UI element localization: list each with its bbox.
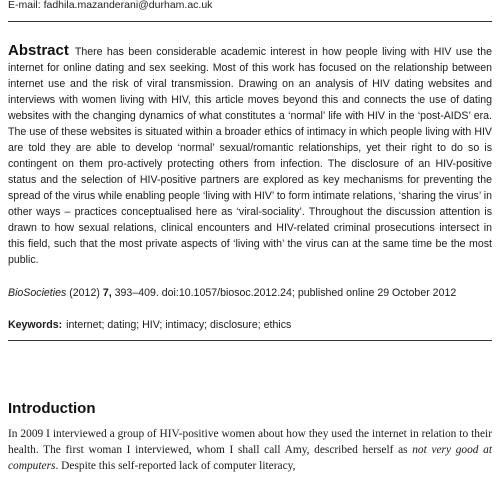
author-email: E-mail: fadhila.mazanderani@durham.ac.uk	[8, 0, 213, 11]
keywords-label: Keywords:	[8, 319, 63, 331]
abstract-section	[8, 43, 492, 268]
keywords-line	[8, 318, 492, 332]
intro-emphasis: not very good at computers	[8, 444, 492, 472]
intro-text-1: In 2009 I interviewed a group of HIV-positive women about how they used the internet in relation to their health. The first woman I interviewed, whom I shall call Amy, described herself as	[8, 428, 492, 456]
intro-text-2: . Despite this self-reported lack of computer literacy,	[55, 460, 296, 472]
abstract-body: There has been considerable academic interest in how people living with HIV use the internet for online dating and sex seeking. Most of this work has focused on the relationship between internet use and the risk of viral transmission. Drawing on an analysis of HIV dating websites and interviews with women living with HIV, this article moves beyond this and connects the use of dating websites with the changing dynamics of what constitutes a ‘normal’ life with HIV in the ‘post-AIDS’ era. The use of these websites is situated within a broader ethics of intimacy in which people living with HIV are told they are able to develop ‘normal’ sexual/romantic relationships, yet their right to do so is contingent on them pro-actively protecting others from infection. The disclosure of an HIV-positive status and the selection of HIV-positive partners are explored as key mechanisms for preventing the spread of the virus while enabling people ‘living with HIV’ to form intimate relations, ‘sharing the virus’ in other ways – practices conceptualised here as ‘viral-sociality’. Throughout the discussion attention is drawn to how sexual relations, clinical encounters and HIV-related criminal prosecutions intersect in this field, such that the most private aspects of ‘living with’ the virus can at the same time be the most public.	[8, 46, 492, 266]
citation-details: 393–409. doi:10.1057/biosoc.2012.24; published online 29 October 2012	[114, 287, 457, 299]
citation-year: (2012)	[69, 287, 100, 299]
citation-volume: 7,	[102, 287, 112, 299]
keywords-list: internet; dating; HIV; intimacy; disclosure; ethics	[66, 319, 292, 331]
introduction-heading: Introduction	[8, 400, 96, 417]
abstract-heading: Abstract	[8, 42, 69, 59]
journal-name: BioSocieties	[8, 287, 67, 299]
bottom-divider	[8, 340, 492, 341]
top-divider	[8, 21, 492, 22]
introduction-paragraph	[8, 426, 492, 474]
citation-line	[8, 286, 492, 300]
